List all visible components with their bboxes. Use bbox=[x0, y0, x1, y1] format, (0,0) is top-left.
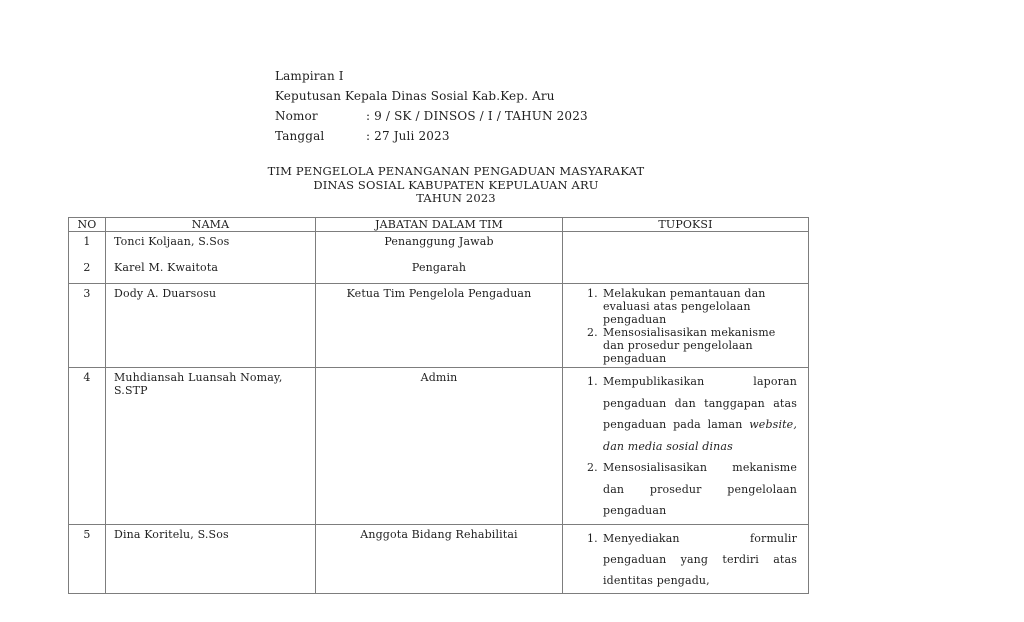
cell-nama: Muhdiansah Luansah Nomay, S.STP bbox=[106, 368, 316, 525]
lampiran-line: Lampiran I bbox=[275, 69, 344, 83]
tupoksi-text bbox=[603, 371, 808, 457]
tupoksi-number: 2. bbox=[587, 326, 598, 339]
cell-no: 3 bbox=[69, 284, 106, 368]
cell-tupoksi bbox=[563, 524, 809, 593]
tupoksi-text-italic: website, dan media sosial dinas bbox=[603, 418, 797, 453]
table-row bbox=[69, 524, 809, 593]
table-header-row bbox=[69, 218, 809, 232]
tupoksi-text: Mensosialisasikan mekanisme dan prosedur pengelolaan pengaduan bbox=[603, 326, 776, 365]
title-line-3: TAHUN 2023 bbox=[416, 191, 496, 205]
tupoksi-number: 1. bbox=[587, 287, 598, 300]
tupoksi-text: Menyediakan formulir pengaduan yang terdiri atas identitas pengadu, bbox=[603, 531, 797, 587]
tanggal-line bbox=[275, 126, 588, 146]
header-nama: NAMA bbox=[106, 218, 316, 232]
cell-jabatan: Anggota Bidang Rehabilitai bbox=[316, 524, 563, 593]
tupoksi-item bbox=[587, 457, 808, 522]
cell-tupoksi bbox=[563, 368, 809, 525]
tupoksi-item bbox=[587, 287, 808, 326]
title-line-2: DINAS SOSIAL KABUPATEN KEPULAUAN ARU bbox=[313, 177, 599, 192]
header-tupoksi: TUPOKSI bbox=[563, 218, 809, 232]
tupoksi-text-normal: Mempublikasikan laporan pengaduan dan tanggapan atas pengaduan pada laman bbox=[603, 375, 797, 431]
cell-nama: Dody A. Duarsosu bbox=[106, 284, 316, 368]
tanggal-value: : 27 Juli 2023 bbox=[366, 129, 450, 143]
header-jabatan: JABATAN DALAM TIM bbox=[316, 218, 563, 232]
tupoksi-item bbox=[587, 371, 808, 457]
cell-nama bbox=[106, 232, 316, 284]
nomor-label: Nomor bbox=[275, 109, 318, 123]
nomor-value: : 9 / SK / DINSOS / I / TAHUN 2023 bbox=[366, 109, 588, 123]
cell-jabatan: Admin bbox=[316, 368, 563, 525]
tupoksi-text: Mensosialisasikan mekanisme dan prosedur pengelolaan pengaduan bbox=[603, 461, 797, 517]
tupoksi-number: 1. bbox=[587, 375, 598, 388]
title-line-1: TIM PENGELOLA PENANGANAN PENGADUAN MASYARAKAT bbox=[267, 164, 645, 178]
document-title bbox=[86, 165, 826, 206]
nomor-line bbox=[275, 106, 588, 126]
letterhead bbox=[275, 66, 588, 146]
member-name: Karel M. Kwaitota bbox=[114, 261, 219, 274]
table-row bbox=[69, 368, 809, 525]
tupoksi-item bbox=[587, 528, 808, 591]
cell-no: 4 bbox=[69, 368, 106, 525]
cell-jabatan bbox=[316, 232, 563, 284]
cell-no: 5 bbox=[69, 524, 106, 593]
keputusan-line: Keputusan Kepala Dinas Sosial Kab.Kep. Aru bbox=[275, 89, 555, 103]
team-table bbox=[68, 217, 809, 594]
table-row bbox=[69, 232, 809, 284]
cell-nama: Dina Koritelu, S.Sos bbox=[106, 524, 316, 593]
tanggal-label: Tanggal bbox=[275, 129, 325, 143]
cell-tupoksi bbox=[563, 284, 809, 368]
tupoksi-text: Melakukan pemantauan dan evaluasi atas pengelolaan pengaduan bbox=[603, 287, 766, 326]
row-number: 2 bbox=[83, 261, 91, 274]
row-number: 1 bbox=[83, 235, 91, 248]
cell-no bbox=[69, 232, 106, 284]
member-name: Tonci Koljaan, S.Sos bbox=[114, 235, 230, 248]
member-role: Pengarah bbox=[411, 261, 467, 274]
cell-jabatan: Ketua Tim Pengelola Pengaduan bbox=[316, 284, 563, 368]
member-role: Penanggung Jawab bbox=[384, 235, 494, 248]
header-no: NO bbox=[69, 218, 106, 232]
cell-tupoksi bbox=[563, 232, 809, 284]
tupoksi-number: 2. bbox=[587, 461, 598, 474]
tupoksi-item bbox=[587, 326, 808, 365]
tupoksi-number: 1. bbox=[587, 531, 598, 545]
table-row bbox=[69, 284, 809, 368]
